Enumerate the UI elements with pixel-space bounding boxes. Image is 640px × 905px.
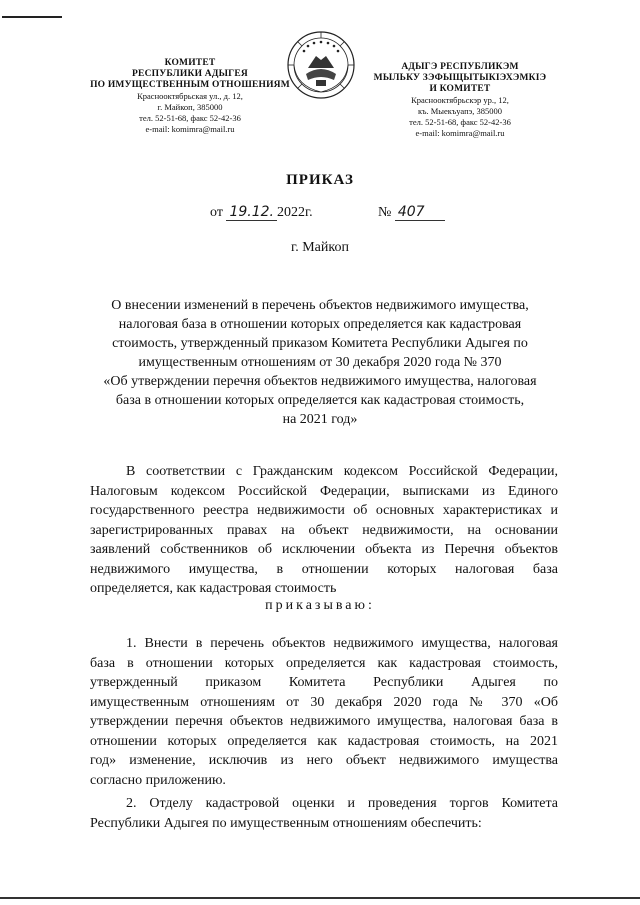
item-2-paragraph (90, 794, 558, 833)
order-date (210, 204, 313, 221)
order-number (378, 204, 445, 221)
paragraph-line: В соответствии с Гражданским кодексом Российской Федерации, (126, 464, 558, 479)
order-subject (90, 296, 550, 429)
date-year: 2022г. (276, 205, 313, 220)
subject-line: налоговая база в отношении которых определяется как кадастровая (118, 317, 522, 332)
paragraph-line: определяется, как кадастровая стоимость (90, 581, 337, 596)
page-bottom-edge (0, 897, 640, 899)
paragraph-line: недвижимого имущества, в отношении которых налоговая база (90, 561, 558, 577)
paragraph-line: Налоговым кодексом Российской Федерации, выписками из Единого (90, 483, 558, 499)
org-name-line: КОМИТЕТ (164, 58, 216, 68)
paragraph-line: 2. Отделу кадастровой оценки и проведения торгов Комитета (126, 796, 558, 811)
paragraph-line: государственного реестра недвижимости об основных характеристиках и (90, 503, 558, 518)
header-left-block (72, 58, 308, 135)
document-title: ПРИКАЗ (286, 172, 354, 188)
address-line: г. Майкоп, 385000 (157, 102, 223, 112)
handwritten-number: 407 (395, 204, 445, 221)
paragraph-line: согласно приложению. (90, 772, 226, 788)
phone-line: тел. 52-51-68, факс 52-42-36 (409, 117, 511, 127)
paragraph-line: заявлений собственников об исключении объекта из Перечня объектов (90, 542, 558, 557)
scan-edge-mark (2, 16, 62, 18)
date-prefix: от (210, 205, 223, 220)
org-name-line: ПО ИМУЩЕСТВЕННЫМ ОТНОШЕНИЯМ (90, 80, 290, 90)
preamble-paragraph (90, 462, 558, 599)
item-1-paragraph (90, 634, 558, 790)
paragraph-line: зарегистрированных правах на объект недвижимости, на основании (90, 522, 558, 538)
address-line: Краснооктябрьскэр ур., 12, (411, 95, 509, 105)
number-prefix: № (378, 205, 392, 220)
paragraph-line: отношении которых определяется как кадастровая стоимость, на 2021 (90, 733, 558, 749)
paragraph-line: Республики Адыгея по имущественным отношениям обеспечить: (90, 815, 482, 831)
email-line: e-mail: komimra@mail.ru (145, 124, 235, 134)
email-line: e-mail: komimra@mail.ru (415, 128, 505, 138)
issue-city: г. Майкоп (291, 240, 349, 255)
phone-line: тел. 52-51-68, факс 52-42-36 (139, 113, 241, 123)
org-name-line: РЕСПУБЛИКИ АДЫГЕЯ (132, 69, 248, 79)
paragraph-line: утвержденный приказом Комитета Республики Адыгея по (90, 675, 558, 690)
paragraph-line: имущественным отношениям от 30 декабря 2020 года № 370 «Об (90, 694, 558, 710)
subject-line: на 2021 год» (282, 412, 358, 427)
paragraph-line: 1. Внести в перечень объектов недвижимого имущества, налоговая (126, 636, 558, 651)
subject-line: стоимость, утвержденный приказом Комитета Республики Адыгея по (112, 336, 528, 351)
paragraph-line: утверждении перечня объектов недвижимого имущества, налоговая база в (90, 714, 558, 729)
header-right-block (342, 62, 578, 139)
order-directive: приказываю: (265, 598, 375, 613)
org-name-line: АДЫГЭ РЕСПУБЛИКЭМ (401, 62, 519, 72)
paragraph-line: база в отношении которых определяется как кадастровая стоимость, (90, 655, 558, 671)
subject-line: «Об утверждении перечня объектов недвижимого имущества, налоговая (103, 374, 537, 389)
org-name-line: И КОМИТЕТ (429, 84, 491, 94)
paragraph-line: год» изменение, исключив из него объект недвижимого имущества (90, 753, 558, 768)
subject-line: база в отношении которых определяется как кадастровая стоимость, (115, 393, 525, 408)
subject-line: имущественным отношениям от 30 декабря 2020 года № 370 (138, 355, 502, 370)
address-line: Краснооктябрьская ул., д. 12, (137, 91, 243, 101)
org-name-line: МЫЛЬКУ ЗЭФЫЩЫТЫКІЭХЭМКІЭ (373, 73, 547, 83)
handwritten-date: 19.12. (226, 204, 277, 221)
subject-line: О внесении изменений в перечень объектов недвижимого имущества, (111, 298, 529, 313)
address-line: къ. Мыекъуапэ, 385000 (417, 106, 503, 116)
